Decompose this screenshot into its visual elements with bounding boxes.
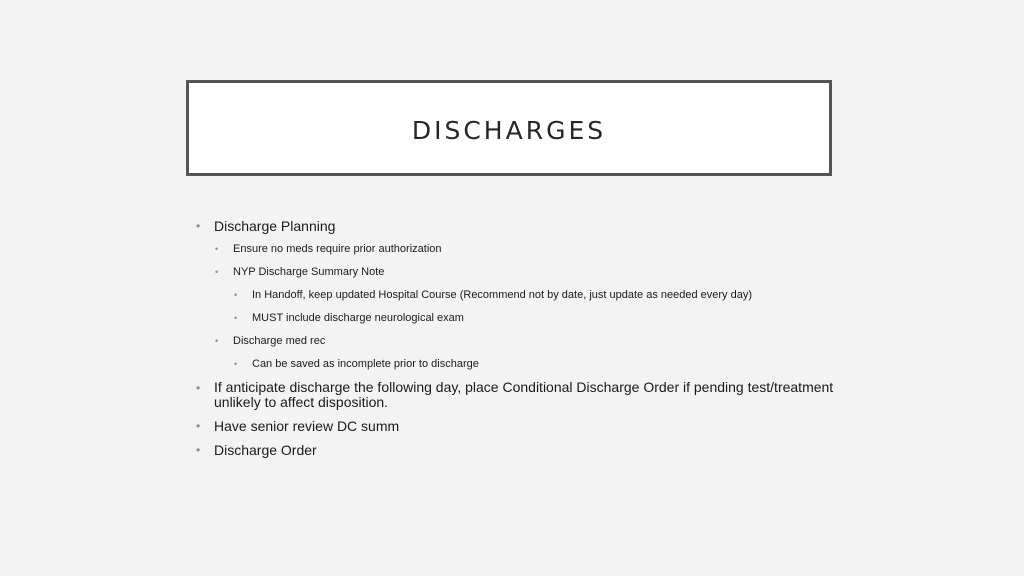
bullet-icon: • bbox=[196, 443, 201, 457]
title-box bbox=[186, 80, 832, 176]
bullet-text: Discharge Planning bbox=[214, 218, 336, 234]
list-item bbox=[234, 288, 846, 302]
bullet-icon: • bbox=[234, 313, 238, 323]
bullet-icon: • bbox=[196, 381, 201, 395]
bullet-icon: • bbox=[234, 290, 238, 300]
list-item bbox=[234, 311, 846, 325]
slide-title: DISCHARGES bbox=[411, 115, 607, 145]
bullet-icon: • bbox=[234, 359, 238, 369]
bullet-list bbox=[196, 218, 846, 466]
list-item bbox=[196, 218, 846, 234]
bullet-text: If anticipate discharge the following day, place Conditional Discharge Order if pending test/treatment unlikely to affect disposition. bbox=[214, 379, 834, 410]
bullet-text: In Handoff, keep updated Hospital Course (Recommend not by date, just update as needed every day) bbox=[252, 289, 752, 301]
bullet-text: Ensure no meds require prior authorization bbox=[233, 243, 442, 255]
bullet-icon: • bbox=[215, 267, 219, 277]
list-item bbox=[196, 442, 846, 458]
bullet-icon: • bbox=[215, 336, 219, 346]
list-item bbox=[215, 334, 846, 348]
list-item bbox=[196, 380, 846, 410]
bullet-icon: • bbox=[215, 244, 219, 254]
bullet-icon: • bbox=[196, 419, 201, 433]
bullet-text: Discharge Order bbox=[214, 442, 317, 458]
bullet-text: Have senior review DC summ bbox=[214, 418, 400, 434]
list-item bbox=[215, 265, 846, 279]
bullet-text: MUST include discharge neurological exam bbox=[252, 312, 464, 324]
list-item bbox=[196, 418, 846, 434]
bullet-text: Discharge med rec bbox=[233, 335, 326, 347]
list-item bbox=[234, 357, 846, 371]
list-item bbox=[215, 242, 846, 256]
bullet-text: Can be saved as incomplete prior to discharge bbox=[252, 358, 479, 370]
bullet-icon: • bbox=[196, 219, 201, 233]
bullet-text: NYP Discharge Summary Note bbox=[233, 266, 385, 278]
